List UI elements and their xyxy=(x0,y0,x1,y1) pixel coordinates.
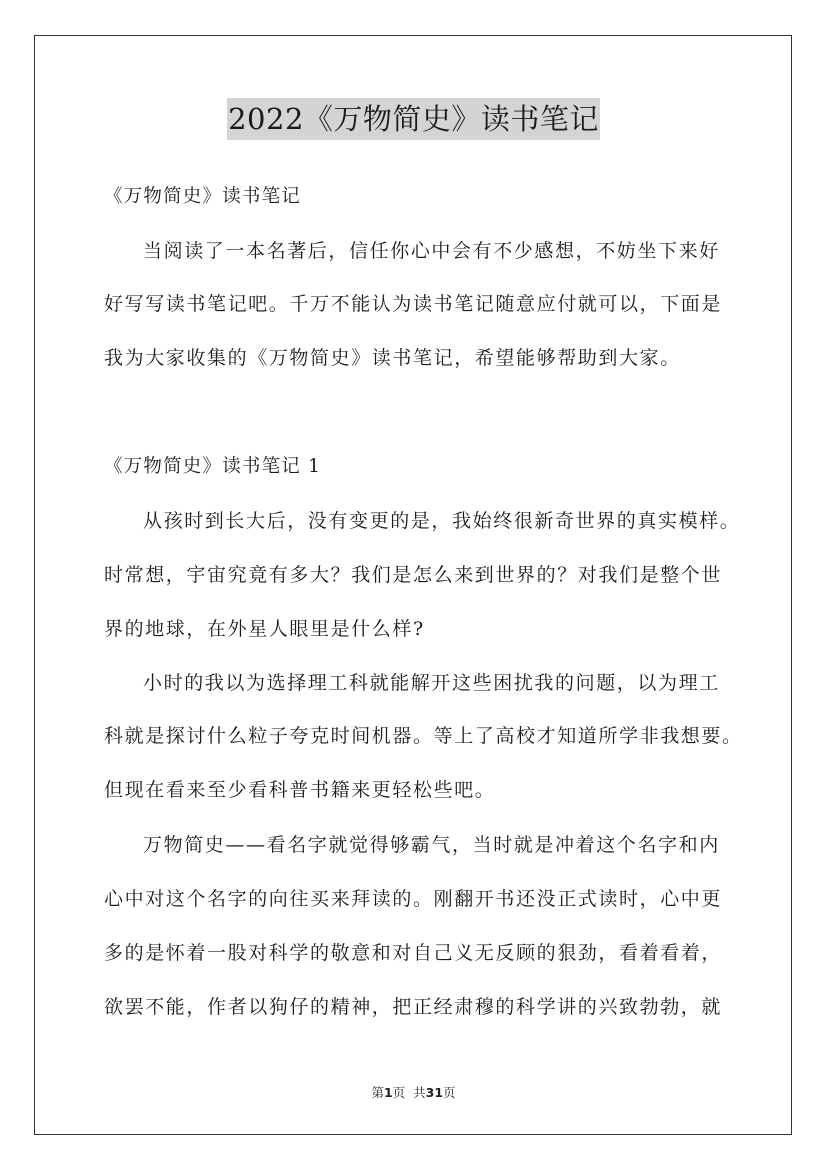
paragraph-2-line-3: 但现在看来至少看科普书籍来更轻松些吧。 xyxy=(104,779,496,801)
paragraph-3-line-4: 欲罢不能，作者以狗仔的精神，把正经肃穆的科学讲的兴致勃勃，就 xyxy=(104,996,723,1018)
paragraph-3-line-1: 万物简史——看名字就觉得够霸气，当时就是冲着这个名字和内 xyxy=(143,834,720,856)
paragraph-3-line-2: 心中对这个名字的向往买来拜读的。刚翻开书还没正式读时，心中更 xyxy=(104,888,723,910)
page-mid: 页 共 xyxy=(392,1085,426,1100)
document-title-text: 2022《万物简史》读书笔记 xyxy=(227,98,600,140)
total-page-count: 31 xyxy=(425,1085,444,1100)
page-prefix: 第 xyxy=(371,1085,384,1100)
paragraph-1-line-2: 时常想，宇宙究竟有多大？我们是怎么来到世界的？对我们是整个世 xyxy=(104,564,723,586)
paragraph-2-line-1: 小时的我以为选择理工科就能解开这些困扰我的问题，以为理工 xyxy=(143,672,720,694)
page-number-footer xyxy=(0,1083,827,1101)
intro-line-1: 当阅读了一本名著后，信任你心中会有不少感想，不妨坐下来好 xyxy=(143,240,720,262)
paragraph-1-line-3: 界的地球，在外星人眼里是什么样? xyxy=(104,618,425,640)
current-page-number: 1 xyxy=(383,1085,393,1100)
intro-line-3: 我为大家收集的《万物简史》读书笔记，希望能够帮助到大家。 xyxy=(104,347,681,369)
intro-line-2: 好写写读书笔记吧。千万不能认为读书笔记随意应付就可以，下面是 xyxy=(104,293,723,315)
section-heading: 《万物简史》读书笔记 1 xyxy=(104,456,322,477)
paragraph-3-line-3: 多的是怀着一股对科学的敬意和对自己义无反顾的狠劲，看着看着， xyxy=(104,942,723,964)
page-suffix: 页 xyxy=(443,1085,456,1100)
paragraph-2-line-2: 科就是探讨什么粒子夸克时间机器。等上了高校才知道所学非我想要。 xyxy=(104,725,743,747)
subtitle: 《万物简史》读书笔记 xyxy=(104,186,302,207)
paragraph-1-line-1: 从孩时到长大后，没有变更的是，我始终很新奇世界的真实模样。 xyxy=(143,510,741,532)
document-title xyxy=(0,98,827,140)
